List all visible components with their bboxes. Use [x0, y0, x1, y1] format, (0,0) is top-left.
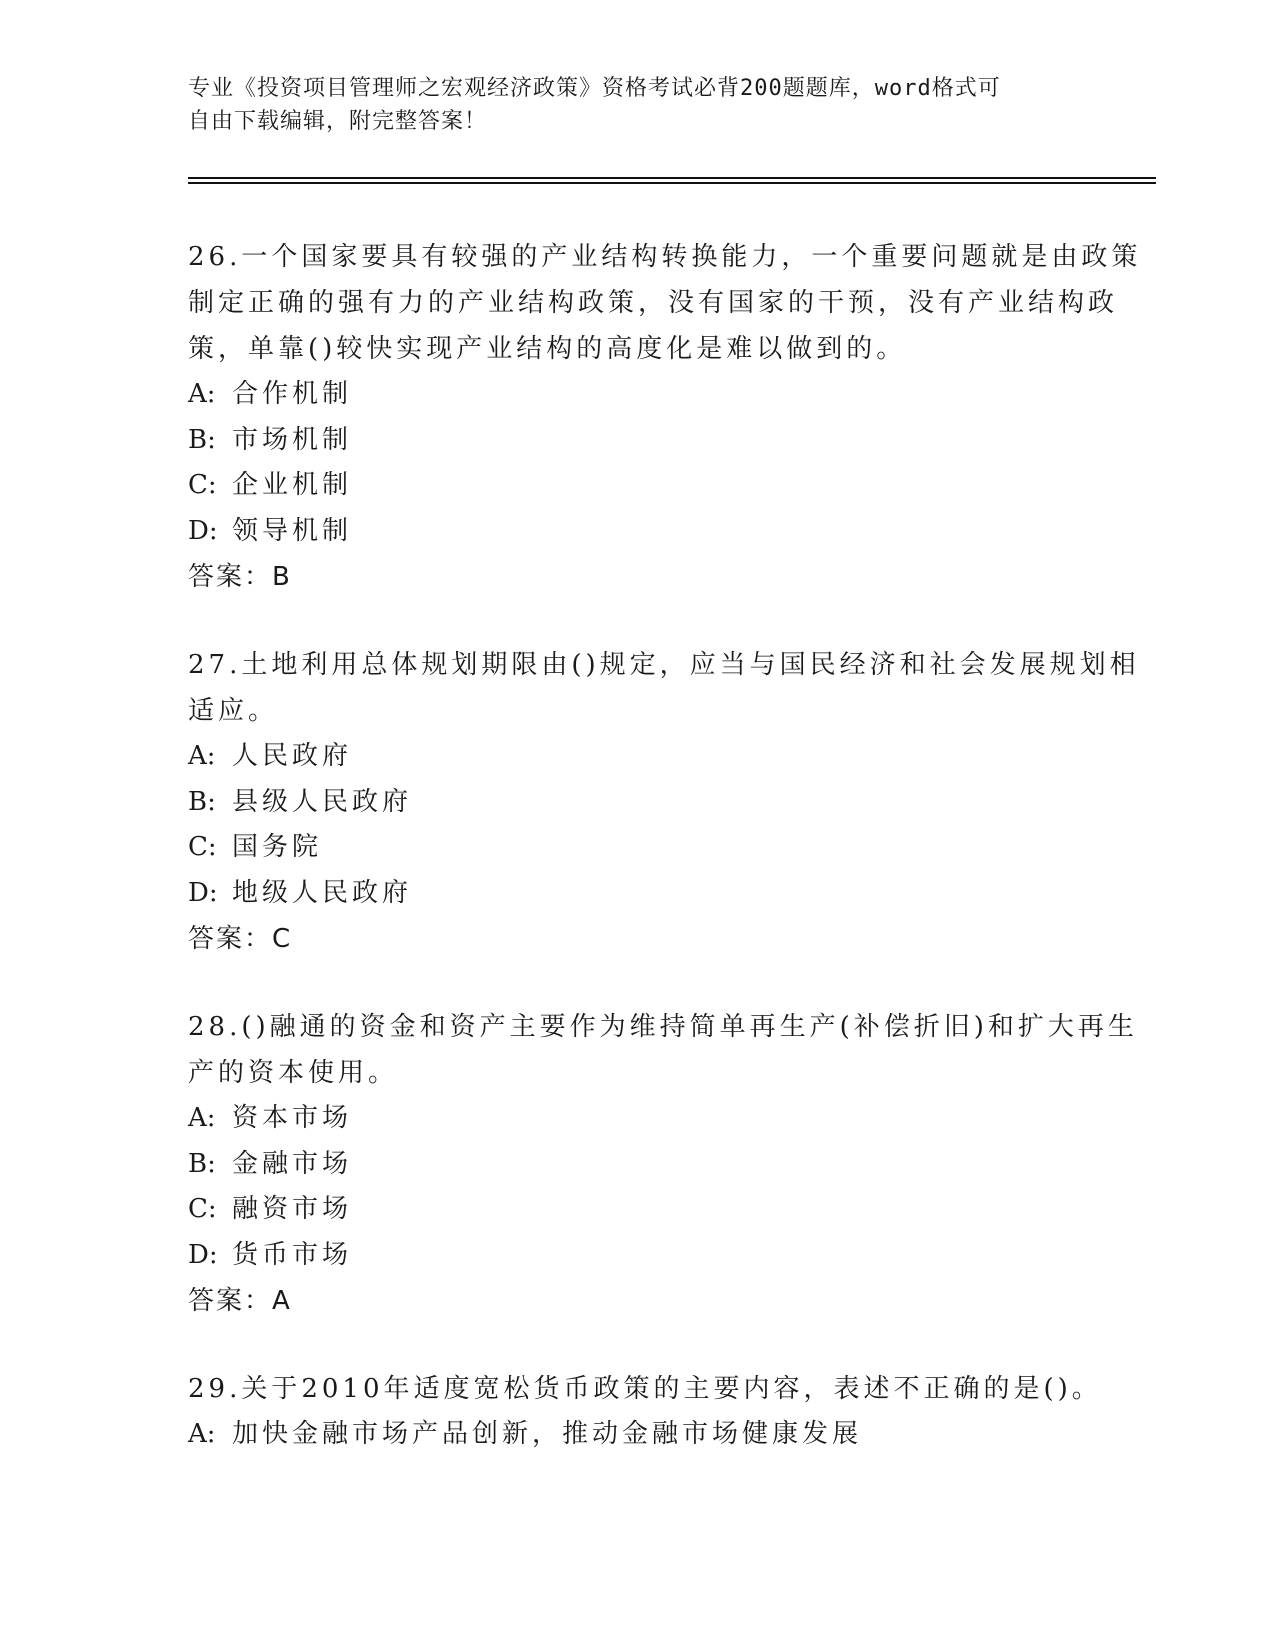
option-text: 市场机制 — [232, 424, 353, 455]
option-a — [188, 372, 1148, 418]
option-c — [188, 463, 1148, 509]
header-line-2: 自由下载编辑，附完整答案！ — [188, 109, 488, 134]
answer-line: 答案：A — [188, 1286, 292, 1316]
question-stem: 29.关于2010年适度宽松货币政策的主要内容，表述不正确的是()。 — [188, 1374, 1102, 1404]
header-line-1: 专业《投资项目管理师之宏观经济政策》资格考试必背200题题库，word格式可 — [188, 76, 1001, 101]
option-d — [188, 509, 1148, 555]
question-26 — [188, 234, 1148, 600]
option-letter: C: — [188, 470, 217, 500]
option-text: 领导机制 — [232, 515, 353, 546]
option-b — [188, 418, 1148, 464]
option-text: 融资市场 — [232, 1194, 353, 1224]
option-text: 地级人民政府 — [232, 877, 413, 908]
option-text: 县级人民政府 — [232, 786, 413, 817]
option-letter: C: — [188, 1194, 217, 1224]
option-letter: C: — [188, 832, 217, 862]
option-letter: A: — [188, 1419, 216, 1449]
option-letter: A: — [188, 741, 216, 771]
option-d — [188, 1233, 1148, 1279]
option-a — [188, 734, 1148, 780]
option-a — [188, 1412, 1148, 1458]
header-divider-bottom — [188, 182, 1156, 184]
option-text: 企业机制 — [232, 470, 353, 500]
question-28 — [188, 1004, 1148, 1324]
option-text: 国务院 — [232, 832, 323, 862]
option-letter: A: — [188, 1103, 216, 1133]
option-letter: D: — [188, 877, 218, 908]
option-text: 人民政府 — [232, 741, 353, 771]
option-b — [188, 1142, 1148, 1188]
option-letter: B: — [188, 424, 216, 455]
option-d — [188, 871, 1148, 917]
option-letter: B: — [188, 1148, 216, 1179]
option-text: 金融市场 — [232, 1148, 353, 1179]
option-b — [188, 780, 1148, 826]
option-text: 合作机制 — [232, 379, 353, 409]
option-letter: D: — [188, 515, 218, 546]
option-a — [188, 1096, 1148, 1142]
question-29 — [188, 1366, 1148, 1458]
answer-line: 答案：B — [188, 562, 292, 592]
option-c — [188, 825, 1148, 871]
document-header — [188, 72, 1088, 138]
option-text: 资本市场 — [232, 1103, 353, 1133]
question-list — [188, 234, 1148, 1500]
option-c — [188, 1187, 1148, 1233]
question-stem: 26.一个国家要具有较强的产业结构转换能力，一个重要问题就是由政策制定正确的强有力的产业结构政策，没有国家的干预，没有产业结构政策，单靠()较快实现产业结构的高度化是难以做到的。 — [188, 242, 1142, 364]
question-stem: 27.土地利用总体规划期限由()规定，应当与国民经济和社会发展规划相适应。 — [188, 650, 1140, 726]
question-stem: 28.()融通的资金和资产主要作为维持简单再生产(补偿折旧)和扩大再生产的资本使用。 — [188, 1012, 1138, 1088]
option-text: 货币市场 — [232, 1239, 353, 1270]
option-letter: D: — [188, 1239, 218, 1270]
answer-line: 答案：C — [188, 924, 293, 954]
option-letter: B: — [188, 786, 216, 817]
question-27 — [188, 642, 1148, 962]
header-divider-top — [188, 177, 1156, 179]
option-text: 加快金融市场产品创新，推动金融市场健康发展 — [232, 1419, 863, 1449]
option-letter: A: — [188, 379, 216, 409]
